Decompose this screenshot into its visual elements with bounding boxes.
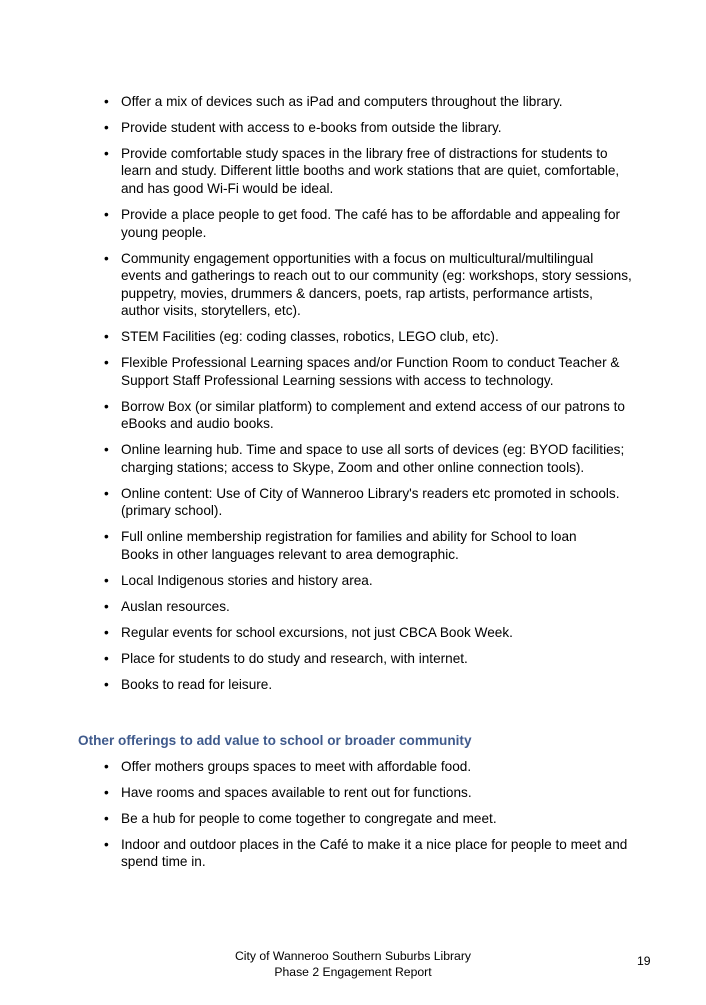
bullet-icon: • [104,624,109,640]
list-item-text-line1: Full online membership registration for families and ability for School to loan [121,529,577,545]
bullet-icon: • [104,355,109,371]
list-item-text: Offer mothers groups spaces to meet with affordable food. [121,759,472,774]
bullet-icon: • [104,598,109,614]
list-item-text-line2: Books in other languages relevant to area demographic. [121,546,459,562]
list-item-text: Flexible Professional Learning spaces and/or Function Room to conduct Teacher & Support Staff Professional Learning sessions with access to technology. [121,355,620,388]
list-item [103,354,633,389]
list-item-text: Provide comfortable study spaces in the library free of distractions for students to learn and study. Different little booths and work stations that are quiet, comfortable, and has good Wi-Fi would be ideal. [121,145,620,197]
bullet-icon: • [104,529,109,545]
list-item [103,676,633,694]
main-bullet-list [103,93,633,702]
bullet-icon: • [104,94,109,109]
bullet-icon: • [104,650,109,666]
list-item [103,528,633,563]
list-item [103,810,633,828]
list-item-text: Local Indigenous stories and history area. [121,572,373,588]
footer-title-line: City of Wanneroo Southern Suburbs Library [235,949,471,963]
list-item-text: Have rooms and spaces available to rent out for functions. [121,784,472,800]
list-item [103,784,633,802]
bullet-icon: • [104,676,109,692]
list-item [103,624,633,642]
list-item [103,836,633,871]
list-item-text: Provide a place people to get food. The café has to be affordable and appealing for young people. [121,207,621,240]
bullet-icon: • [104,207,109,222]
list-item-text: Auslan resources. [121,598,230,614]
page-footer [0,948,706,980]
list-item-text: Provide student with access to e-books from outside the library. [121,119,502,135]
list-item [103,572,633,590]
list-item [103,441,633,476]
list-item [103,650,633,668]
page-number: 19 [637,954,651,968]
bullet-icon: • [104,572,109,588]
list-item [103,93,633,111]
list-item-text: Regular events for school excursions, not just CBCA Book Week. [121,624,513,640]
list-item [103,119,633,137]
bullet-icon: • [104,329,109,345]
section-heading: Other offerings to add value to school or broader community [78,733,472,748]
list-item-text: Online learning hub. Time and space to use all sorts of devices (eg: BYOD facilities; charging stations; access to Skype, Zoom and other online connection tools). [121,442,625,475]
list-item-text: Borrow Box (or similar platform) to complement and extend access of our patrons to eBooks and audio books. [121,398,625,432]
list-item [103,328,633,346]
footer-subtitle-line: Phase 2 Engagement Report [274,965,432,979]
list-item-text: Books to read for leisure. [121,676,273,692]
list-item-text: STEM Facilities (eg: coding classes, robotics, LEGO club, etc). [121,329,499,345]
bullet-icon: • [104,759,109,774]
list-item-text: Be a hub for people to come together to congregate and meet. [121,810,497,826]
bullet-icon: • [104,250,109,266]
bullet-icon: • [104,784,109,800]
list-item [103,485,633,520]
bullet-icon: • [104,836,109,852]
list-item-text: Indoor and outdoor places in the Café to make it a nice place for people to meet and spend time in. [121,836,628,870]
list-item [103,598,633,616]
bullet-icon: • [104,119,109,135]
bullet-icon: • [104,442,109,458]
bullet-icon: • [104,145,109,161]
list-item [103,250,633,320]
bullet-icon: • [104,398,109,414]
other-offerings-list [103,758,633,879]
list-item-text: Community engagement opportunities with a focus on multicultural/multilingual events and gatherings to reach out to our community (eg: workshops, story sessions, puppetry, movies, drummers & dancers, poets, rap artists, performance artists, author visits, storytellers, etc). [121,250,632,319]
list-item [103,398,633,433]
list-item [103,758,633,776]
bullet-icon: • [104,810,109,826]
list-item [103,145,633,198]
list-item-text: Place for students to do study and research, with internet. [121,650,468,666]
list-item-text: Online content: Use of City of Wanneroo Library's readers etc promoted in schools. (primary school). [121,485,620,519]
list-item [103,206,633,241]
list-item-text: Offer a mix of devices such as iPad and computers throughout the library. [121,94,563,109]
bullet-icon: • [104,485,109,501]
